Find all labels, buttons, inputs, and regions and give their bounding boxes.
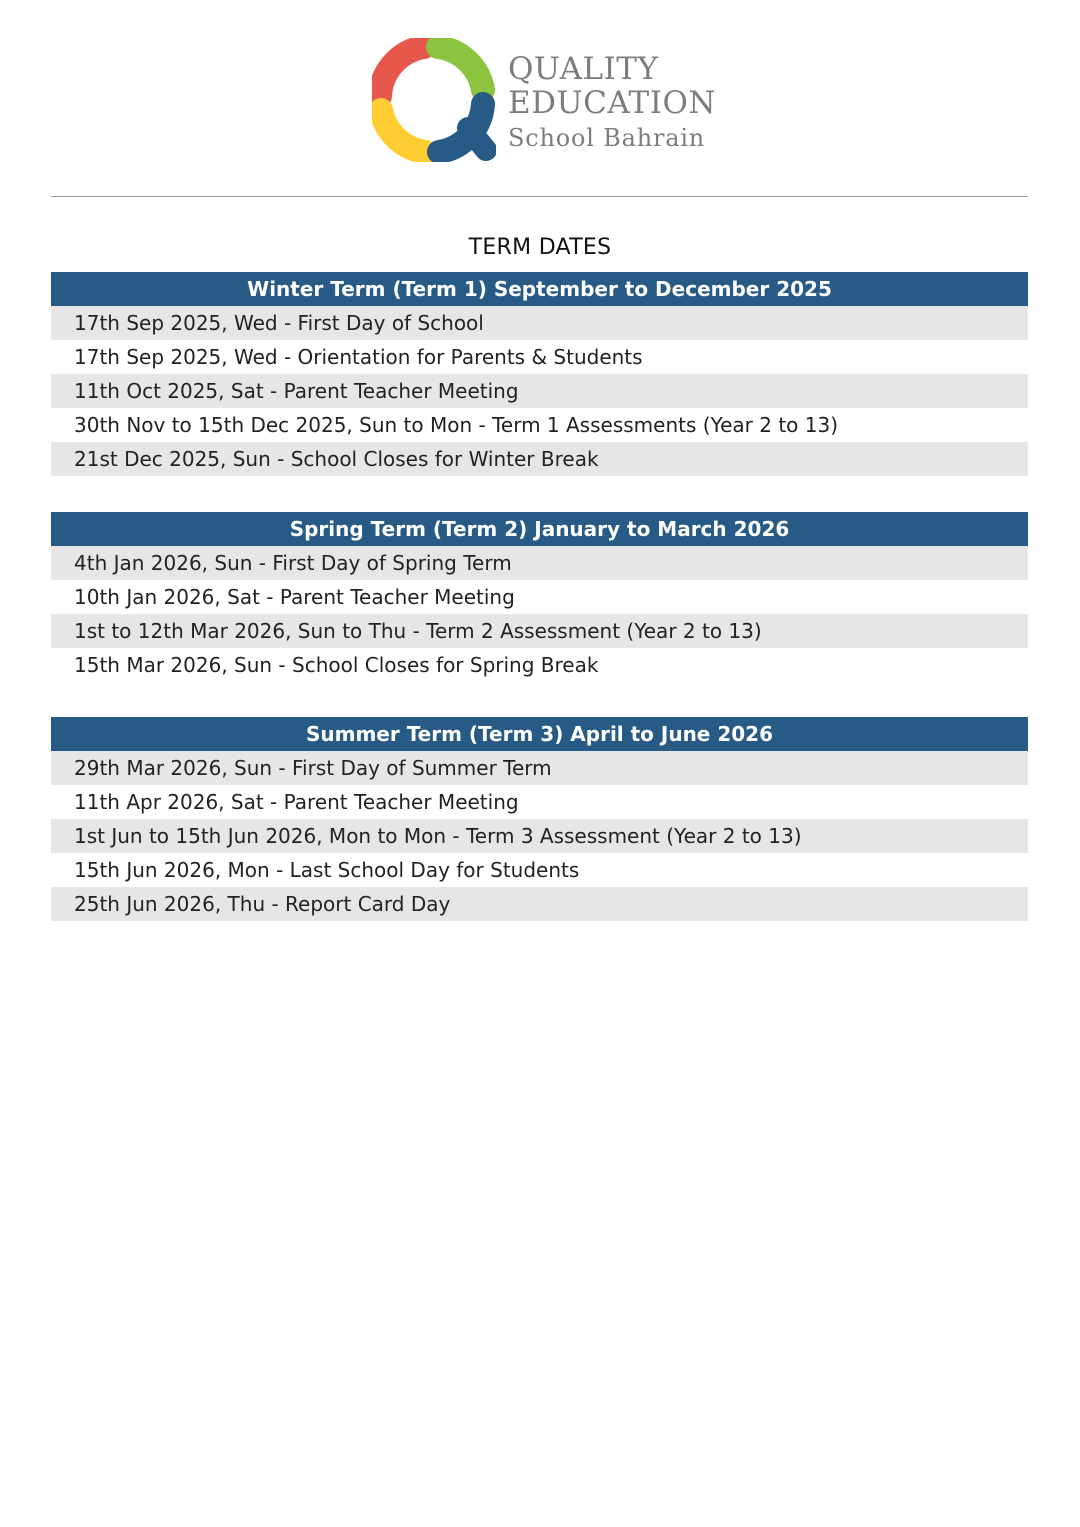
term-section-summer xyxy=(51,717,1028,921)
term-section-spring xyxy=(51,512,1028,682)
term-date-entry: 15th Mar 2026, Sun - School Closes for Spring Break xyxy=(74,653,599,677)
logo-line-school-name: School Bahrain xyxy=(508,124,706,152)
page-header xyxy=(0,0,1080,198)
term-date-entry: 30th Nov to 15th Dec 2025, Sun to Mon - Term 1 Assessments (Year 2 to 13) xyxy=(74,413,839,437)
term-date-entry: 10th Jan 2026, Sat - Parent Teacher Meeting xyxy=(74,585,515,609)
term-date-entry: 17th Sep 2025, Wed - Orientation for Parents & Students xyxy=(74,345,643,369)
page-title: TERM DATES xyxy=(468,235,612,260)
logo-wordmark xyxy=(508,52,716,156)
school-logo xyxy=(372,38,716,162)
term-date-entry: 15th Jun 2026, Mon - Last School Day for Students xyxy=(74,858,580,882)
logo-line-education: EDUCATION xyxy=(508,85,716,121)
quality-education-q-logo-icon xyxy=(372,38,496,162)
term-date-entry: 21st Dec 2025, Sun - School Closes for Winter Break xyxy=(51,442,1028,476)
logo-line-quality: QUALITY xyxy=(508,51,659,87)
term-date-entry: 17th Sep 2025, Wed - First Day of School xyxy=(51,306,1028,340)
term-date-entry: 11th Oct 2025, Sat - Parent Teacher Meeting xyxy=(51,374,1028,408)
term-date-entry: 4th Jan 2026, Sun - First Day of Spring Term xyxy=(51,546,1028,580)
term-section-winter xyxy=(51,272,1028,476)
term-date-entry: 11th Apr 2026, Sat - Parent Teacher Meeting xyxy=(74,790,519,814)
term-date-entry: 1st to 12th Mar 2026, Sun to Thu - Term 2 Assessment (Year 2 to 13) xyxy=(51,614,1028,648)
term-heading: Summer Term (Term 3) April to June 2026 xyxy=(51,717,1028,751)
header-divider xyxy=(51,196,1028,197)
term-date-entry: 29th Mar 2026, Sun - First Day of Summer Term xyxy=(51,751,1028,785)
term-date-entry: 25th Jun 2026, Thu - Report Card Day xyxy=(51,887,1028,921)
term-heading: Spring Term (Term 2) January to March 2026 xyxy=(51,512,1028,546)
term-date-entry: 1st Jun to 15th Jun 2026, Mon to Mon - Term 3 Assessment (Year 2 to 13) xyxy=(51,819,1028,853)
term-heading: Winter Term (Term 1) September to December 2025 xyxy=(51,272,1028,306)
